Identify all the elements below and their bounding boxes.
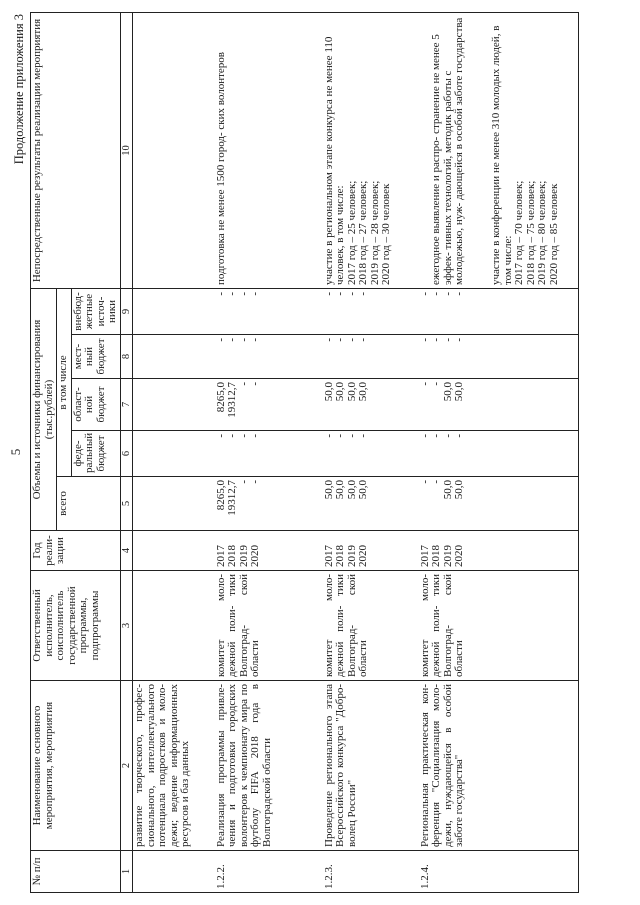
row-regional: - - 50,0 50,0 <box>419 379 579 431</box>
row-results: ежегодное выявление и распро- странение не менее 5 эффек- тивных технологий, методик работы с молодежью, нуж- дающейся в особой заботе государства <box>430 17 465 285</box>
row-federal: - - - - <box>419 431 579 477</box>
header-funding: Объемы и источники финансирования (тыс.рублей) <box>31 288 57 530</box>
header-federal: феде- ральный бюджет <box>71 431 120 477</box>
row-num: 1.2.3. <box>323 851 419 893</box>
row-name: развитие творческого, профес- сионального, интеллектуального потенциала подростков и моло- дежи; ведение информационных ресурсов и баз данных <box>133 681 215 851</box>
row-years: 2017 2018 2019 2020 <box>419 531 579 571</box>
row-name: Региональная практическая кон- ференция "Социализация моло- дежи, нуждающейся в особой заботе государства" <box>419 681 579 851</box>
row-results-secondary: участие в конференции не менее 310 молодых людей, в том числе: 2017 год – 70 человек; 2018 год – 75 человек; 2019 год – 80 человек; 2020 год – 85 человек <box>490 25 560 285</box>
col-index: 1 <box>120 851 133 893</box>
col-index: 10 <box>120 12 133 288</box>
col-index: 6 <box>120 431 133 477</box>
row-local: - - - - <box>419 335 579 379</box>
row-years: 2017 2018 2019 2020 <box>323 531 419 571</box>
col-index: 8 <box>120 335 133 379</box>
col-index: 7 <box>120 379 133 431</box>
col-index: 2 <box>120 681 133 851</box>
row-regional: 50,0 50,0 50,0 50,0 <box>323 379 419 431</box>
col-index: 5 <box>120 477 133 531</box>
row-results: участие в региональном этапе конкурса не менее 110 человек, в том числе: 2017 год – 25 человек; 2018 год – 27 человек; 2019 год – 28 человек; 2020 год – 30 человек <box>323 12 419 288</box>
row-results: подготовка не менее 1500 город- ских волонтеров <box>215 12 323 288</box>
row-local <box>133 335 215 379</box>
row-federal: - - - - <box>323 431 419 477</box>
row-extra <box>133 288 215 334</box>
row-num: 1.2.2. <box>215 851 323 893</box>
row-years <box>133 531 215 571</box>
header-num: № п/п <box>31 851 121 893</box>
row-total: 50,0 50,0 50,0 50,0 <box>323 477 419 531</box>
row-responsible <box>133 571 215 681</box>
header-local: мест- ный бюджет <box>71 335 120 379</box>
table-row <box>215 12 323 892</box>
row-years: 2017 2018 2019 2020 <box>215 531 323 571</box>
header-year: Год реали- зации <box>31 531 121 571</box>
program-table <box>30 12 579 893</box>
row-local: - - - - <box>323 335 419 379</box>
row-federal: - - - - <box>215 431 323 477</box>
row-responsible: комитет моло- дежной поли- тики Волгоград- ской области <box>215 571 323 681</box>
header-name: Наименование основного мероприятия, мероприятия <box>31 681 121 851</box>
row-extra: - - - - <box>419 288 579 334</box>
col-index: 3 <box>120 571 133 681</box>
row-responsible: комитет моло- дежной поли- тики Волгоград- ской области <box>323 571 419 681</box>
row-num <box>133 851 215 893</box>
row-num: 1.2.4. <box>419 851 579 893</box>
row-name: Реализация программы привле- чения и подготовки городских волонтеров к чемпионату мира по футболу FIFA 2018 года в Волгоградской области <box>215 681 323 851</box>
table-row <box>419 12 579 892</box>
row-total <box>133 477 215 531</box>
row-extra: - - - - <box>215 288 323 334</box>
row-regional <box>133 379 215 431</box>
row-name: Проведение регионального этапа Всероссийского конкурса "Добро- волец России" <box>323 681 419 851</box>
header-results: Непосредственные результаты реализации мероприятия <box>31 12 121 288</box>
row-regional: 8265,0 19312,7 - - <box>215 379 323 431</box>
row-results-cell <box>419 12 579 288</box>
row-local: - - - - <box>215 335 323 379</box>
col-index: 9 <box>120 288 133 334</box>
header-incl: в том числе <box>57 288 72 476</box>
table-row <box>133 12 215 892</box>
row-results <box>133 12 215 288</box>
header-total: всего <box>57 477 121 531</box>
header-responsible: Ответственный исполнитель, соисполнитель государственной программы, подпрограммы <box>31 571 121 681</box>
table-row <box>323 12 419 892</box>
header-extra: внебюд- жетные источ- ники <box>71 288 120 334</box>
col-index: 4 <box>120 531 133 571</box>
row-federal <box>133 431 215 477</box>
row-extra: - - - - <box>323 288 419 334</box>
row-total: 8265,0 19312,7 - - <box>215 477 323 531</box>
row-total: - - 50,0 50,0 <box>419 477 579 531</box>
header-regional: област- ной бюджет <box>71 379 120 431</box>
row-responsible: комитет моло- дежной поли- тики Волгоград- ской области <box>419 571 579 681</box>
continuation-note: Продолжение приложения 3 <box>12 14 26 165</box>
page-number: 5 <box>8 448 23 456</box>
